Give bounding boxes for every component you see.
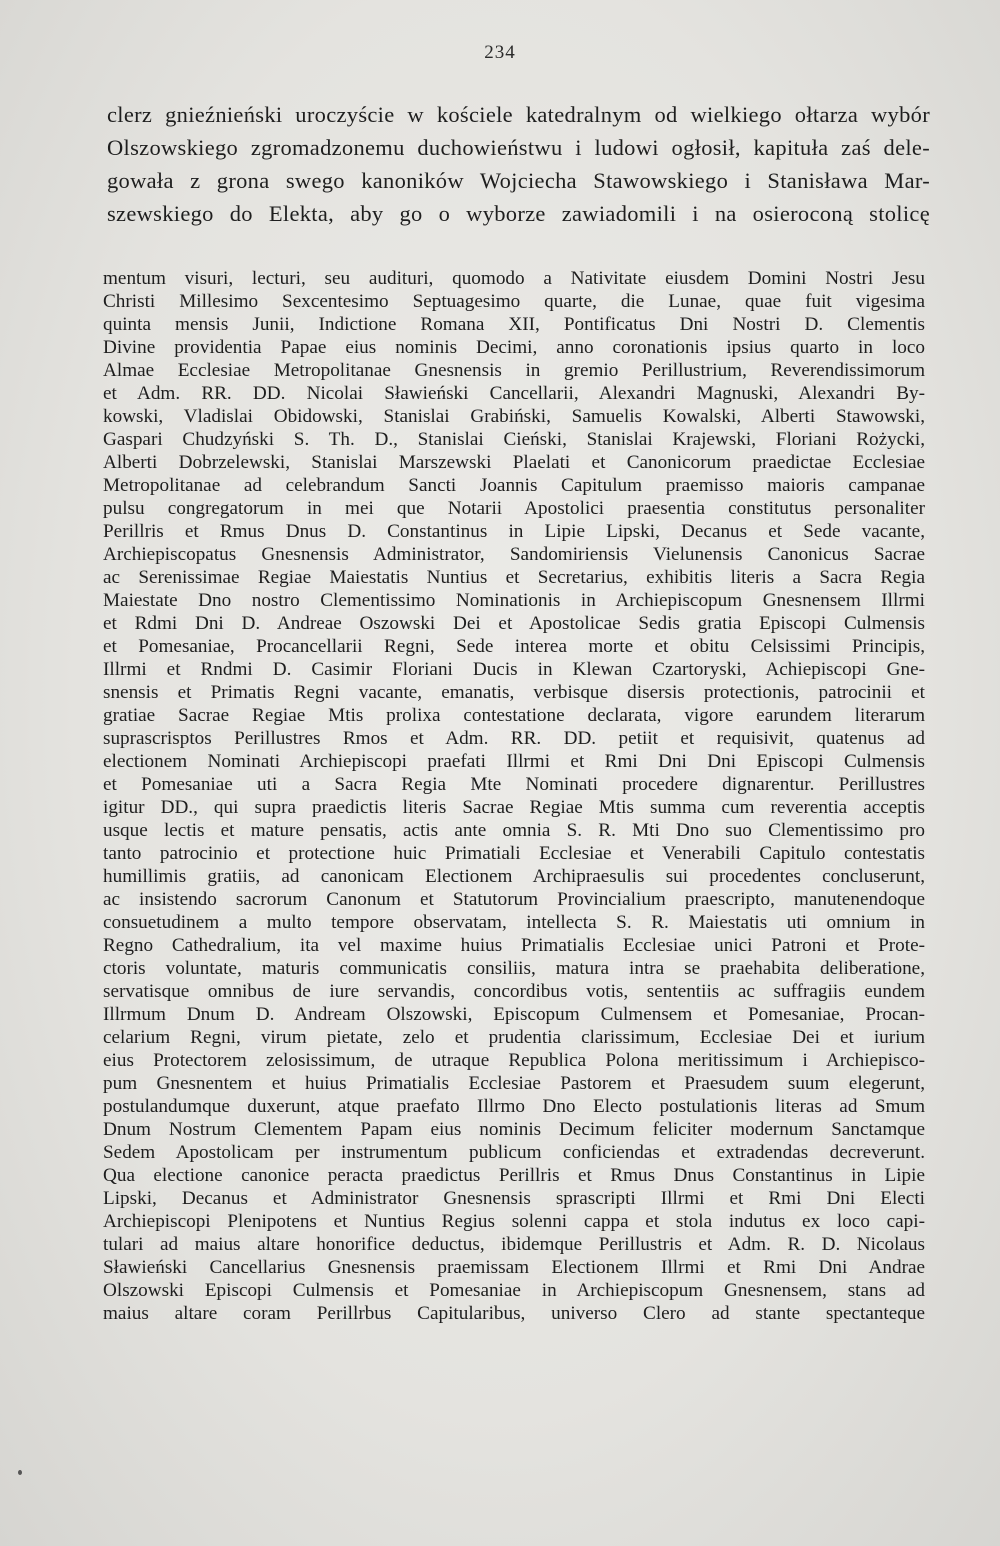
text-line: celarium Regni, virum pietate, zelo et prudentia clarissimum, Ecclesiae Dei et iurium [103,1027,925,1048]
text-line: Qua electione canonice peracta praedictus Perillris et Rmus Dnus Constantinus in Lipie [103,1165,925,1186]
text-line: mentum visuri, lecturi, seu audituri, quomodo a Nativitate eiusdem Domini Nostri Jesu [103,268,925,289]
text-line: servatisque omnibus de iure servandis, concordibus votis, sententiis ac suffragiis eundem [103,981,925,1002]
text-line: gowała z grona swego kanoników Wojciecha Stawowskiego i Stanisława Mar- [107,168,930,193]
text-line: electionem Nominati Archiepiscopi praefati Illrmi et Rmi Dni Dni Episcopi Culmensis [103,751,925,772]
text-line: ac Serenissimae Regiae Maiestatis Nuntius et Secretarius, exhibitis literis a Sacra Regia [103,567,925,588]
text-line: Christi Millesimo Sexcentesimo Septuagesimo quarte, die Lunae, quae fuit vigesima [103,291,925,312]
text-line: maius altare coram Perillrbus Capitularibus, universo Clero ad stante spectanteque [103,1303,925,1324]
text-line: Olszowskiego zgromadzonemu duchowieństwu i ludowi ogłosił, kapituła zaś dele- [107,135,930,160]
page-number: 234 [484,42,516,63]
text-line: Sławieński Cancellarius Gnesnensis praemissam Electionem Illrmi et Rmi Dni Andrae [103,1257,925,1278]
text-line: gratiae Sacrae Regiae Mtis prolixa contestatione declarata, vigore earundem literarum [103,705,925,726]
text-line: postulandumque duxerunt, atque praefato Illrmo Dno Electo postulationis literas ad Smum [103,1096,925,1117]
text-line: Archiepiscopi Plenipotens et Nuntius Regius solenni cappa et stola indutus ex loco capi- [103,1211,925,1232]
text-line: et Pomesaniae uti a Sacra Regia Mte Nominati procedere dignarentur. Perillustres [103,774,925,795]
text-line: clerz gnieźnieński uroczyście w kościele katedralnym od wielkiego ołtarza wybór [107,102,930,127]
text-line: Maiestate Dno nostro Clementissimo Nominationis in Archiepiscopum Gnesnensem Illrmi [103,590,925,611]
text-line: usque lectis et mature pensatis, actis ante omnia S. R. Mti Dno suo Clementissimo pro [103,820,925,841]
text-line: consuetudinem a multo tempore observatam, intellecta S. R. Maiestatis uti omnium in [103,912,925,933]
paper-speck [18,1470,22,1475]
text-line: et Rdmi Dni D. Andreae Oszowski Dei et Apostolicae Sedis gratia Episcopi Culmensis [103,613,925,634]
text-line: humillimis gratiis, ad canonicam Electionem Archipraesulis sui procedentes concluserunt, [103,866,925,887]
text-line: Olszowski Episcopi Culmensis et Pomesaniae in Archiepiscopum Gnesnensem, stans ad [103,1280,925,1301]
text-line: Perillris et Rmus Dnus D. Constantinus in Lipie Lipski, Decanus et Sede vacante, [103,521,925,542]
text-line: kowski, Vladislai Obidowski, Stanislai Grabiński, Samuelis Kowalski, Alberti Stawowski, [103,406,925,427]
text-line: Metropolitanae ad celebrandum Sancti Joannis Capitulum praemisso maioris campanae [103,475,925,496]
text-line: ctoris voluntate, maturis communicatis consiliis, matura intra se praehabita deliberatione, [103,958,925,979]
text-line: szewskiego do Elekta, aby go o wyborze zawiadomili i na osieroconą stolicę [107,201,930,226]
text-line: eius Protectorem zelosissimum, de utraque Republica Polona meritissimum i Archiepisco- [103,1050,925,1071]
text-line: Archiepiscopatus Gnesnensis Administrator, Sandomiriensis Vielunensis Canonicus Sacrae [103,544,925,565]
text-line: Alberti Dobrzelewski, Stanislai Marszewski Plaelati et Canonicorum praedictae Ecclesiae [103,452,925,473]
text-line: et Adm. RR. DD. Nicolai Sławieński Cancellarii, Alexandri Magnuski, Alexandri By- [103,383,925,404]
text-line: Sedem Apostolicam per instrumentum publicum conficiendas et extradendas decreverunt. [103,1142,925,1163]
text-line: Lipski, Decanus et Administrator Gnesnensis sprascripti Illrmi et Rmi Dni Electi [103,1188,925,1209]
text-line: quinta mensis Junii, Indictione Romana XII, Pontificatus Dni Nostri D. Clementis [103,314,925,335]
text-line: tanto patrocinio et protectione huic Primatiali Ecclesiae et Venerabili Capitulo contestatis [103,843,925,864]
text-line: tulari ad maius altare honorifice deductus, ibidemque Perillustris et Adm. R. D. Nicolaus [103,1234,925,1255]
text-line: ac insistendo sacrorum Canonum et Statutorum Provincialium praescripto, manutenendoque [103,889,925,910]
text-line: Almae Ecclesiae Metropolitanae Gnesnensis in gremio Perillustrium, Reverendissimorum [103,360,925,381]
text-line: Regno Cathedralium, ita vel maxime huius Primatialis Ecclesiae unici Patroni et Prote- [103,935,925,956]
text-line: Illrmi et Rndmi D. Casimir Floriani Ducis in Klewan Czartoryski, Achiepiscopi Gne- [103,659,925,680]
text-line: Dnum Nostrum Clementem Papam eius nominis Decimum feliciter modernum Sanctamque [103,1119,925,1140]
text-line: Illrmum Dnum D. Andream Olszowski, Episcopum Culmensem et Pomesaniae, Procan- [103,1004,925,1025]
text-line: pum Gnesnentem et huius Primatialis Ecclesiae Pastorem et Praesudem suum elegerunt, [103,1073,925,1094]
text-line: snensis et Primatis Regni vacante, emanatis, verbisque disersis protectionis, patrocinii et [103,682,925,703]
text-line: Divine providentia Papae eius nominis Decimi, anno coronationis ipsius quarto in loco [103,337,925,358]
text-line: Gaspari Chudzyński S. Th. D., Stanislai Cieński, Stanislai Krajewski, Floriani Rożycki, [103,429,925,450]
text-line: suprascrisptos Perillustres Rmos et Adm. RR. DD. petiit et requisivit, quatenus ad [103,728,925,749]
text-line: igitur DD., qui supra praedictis literis Sacrae Regiae Mtis summa cum reverentia acceptis [103,797,925,818]
text-line: et Pomesaniae, Procancellarii Regni, Sede interea morte et obitu Celsissimi Principis, [103,636,925,657]
text-line: pulsu congregatorum in mei que Notarii Apostolici praesentia constitutus personaliter [103,498,925,519]
